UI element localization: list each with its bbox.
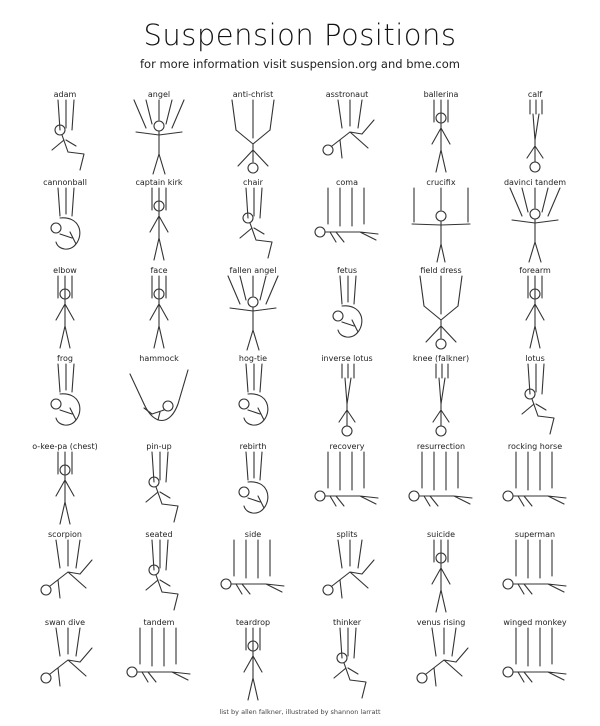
position-item	[488, 618, 582, 706]
position-item	[112, 442, 206, 530]
position-item	[394, 530, 488, 618]
position-item	[488, 354, 582, 442]
suspension-figure-icon	[500, 276, 570, 352]
position-item	[300, 354, 394, 442]
position-item	[18, 178, 112, 266]
position-item	[300, 178, 394, 266]
position-label: splits	[336, 530, 358, 539]
position-item	[18, 90, 112, 178]
suspension-figure-icon	[30, 628, 100, 704]
page-title: Suspension Positions	[143, 18, 457, 52]
suspension-figure-icon	[406, 188, 476, 264]
position-label: seated	[145, 530, 173, 539]
position-item	[18, 442, 112, 530]
position-item	[300, 90, 394, 178]
position-item	[394, 442, 488, 530]
suspension-figure-icon	[218, 364, 288, 440]
position-label: angel	[147, 90, 171, 99]
position-item	[394, 618, 488, 706]
position-item	[18, 530, 112, 618]
position-item	[112, 178, 206, 266]
suspension-figure-icon	[218, 188, 288, 264]
position-item	[300, 618, 394, 706]
position-item	[488, 442, 582, 530]
position-label: hammock	[139, 354, 179, 363]
position-item	[394, 354, 488, 442]
suspension-figure-icon	[312, 364, 382, 440]
suspension-figure-icon	[124, 540, 194, 616]
position-label: calf	[527, 90, 543, 99]
suspension-figure-icon	[312, 540, 382, 616]
position-label: captain kirk	[135, 178, 183, 187]
position-item	[394, 178, 488, 266]
position-label: rebirth	[239, 442, 267, 451]
position-label: o-kee-pa (chest)	[32, 442, 98, 451]
position-label: knee (falkner)	[412, 354, 470, 363]
suspension-figure-icon	[124, 276, 194, 352]
suspension-figure-icon	[406, 452, 476, 528]
suspension-figure-icon	[500, 100, 570, 176]
suspension-figure-icon	[30, 276, 100, 352]
position-label: field dress	[420, 266, 462, 275]
position-label: winged monkey	[503, 618, 567, 627]
position-label: chair	[243, 178, 263, 187]
position-label: ballerina	[423, 90, 459, 99]
position-item	[394, 266, 488, 354]
suspension-figure-icon	[500, 188, 570, 264]
position-label: recovery	[329, 442, 365, 451]
suspension-figure-icon	[312, 452, 382, 528]
position-label: rocking horse	[507, 442, 563, 451]
page-subtitle: for more information visit suspension.org and bme.com	[140, 57, 460, 71]
position-label: teardrop	[235, 618, 271, 627]
suspension-figure-icon	[406, 100, 476, 176]
position-label: scorpion	[47, 530, 82, 539]
suspension-figure-icon	[218, 276, 288, 352]
suspension-figure-icon	[218, 100, 288, 176]
position-item	[300, 530, 394, 618]
position-item	[488, 530, 582, 618]
suspension-figure-icon	[30, 540, 100, 616]
position-label: superman	[514, 530, 556, 539]
position-item	[300, 266, 394, 354]
suspension-figure-icon	[30, 100, 100, 176]
suspension-figure-icon	[30, 364, 100, 440]
illustration-credit: list by allen falkner, illustrated by shannon larratt	[219, 708, 381, 716]
suspension-figure-icon	[124, 188, 194, 264]
suspension-figure-icon	[124, 452, 194, 528]
position-label: fallen angel	[229, 266, 277, 275]
suspension-figure-icon	[30, 188, 100, 264]
suspension-figure-icon	[406, 276, 476, 352]
suspension-figure-icon	[312, 100, 382, 176]
position-item	[488, 90, 582, 178]
suspension-figure-icon	[312, 188, 382, 264]
position-item	[488, 178, 582, 266]
suspension-figure-icon	[406, 628, 476, 704]
position-label: frog	[57, 354, 73, 363]
position-item	[18, 266, 112, 354]
position-label: suicide	[426, 530, 456, 539]
position-item	[206, 442, 300, 530]
suspension-figure-icon	[124, 364, 194, 440]
position-label: fetus	[336, 266, 358, 275]
suspension-figure-icon	[500, 452, 570, 528]
position-label: asstronaut	[325, 90, 369, 99]
position-label: elbow	[53, 266, 77, 275]
position-label: face	[150, 266, 168, 275]
position-item	[300, 442, 394, 530]
position-item	[112, 90, 206, 178]
position-label: lotus	[525, 354, 545, 363]
suspension-figure-icon	[218, 628, 288, 704]
position-item	[206, 530, 300, 618]
position-item	[206, 90, 300, 178]
suspension-figure-icon	[406, 540, 476, 616]
position-label: davinci tandem	[503, 178, 567, 187]
suspension-figure-icon	[312, 628, 382, 704]
position-label: coma	[336, 178, 358, 187]
position-label: cannonball	[43, 178, 87, 187]
position-label: venus rising	[416, 618, 466, 627]
suspension-figure-icon	[124, 100, 194, 176]
position-label: tandem	[143, 618, 175, 627]
position-item	[206, 178, 300, 266]
position-item	[112, 354, 206, 442]
position-label: inverse lotus	[321, 354, 373, 363]
suspension-figure-icon	[124, 628, 194, 704]
suspension-figure-icon	[500, 364, 570, 440]
position-label: resurrection	[416, 442, 466, 451]
position-item	[112, 530, 206, 618]
position-label: pin-up	[146, 442, 172, 451]
suspension-figure-icon	[312, 276, 382, 352]
position-label: side	[244, 530, 262, 539]
position-item	[206, 618, 300, 706]
position-item	[394, 90, 488, 178]
suspension-figure-icon	[218, 452, 288, 528]
suspension-figure-icon	[500, 540, 570, 616]
position-item	[488, 266, 582, 354]
suspension-figure-icon	[30, 452, 100, 528]
suspension-figure-icon	[500, 628, 570, 704]
position-label: swan dive	[44, 618, 86, 627]
position-label: thinker	[332, 618, 362, 627]
position-label: anti-christ	[232, 90, 274, 99]
position-label: adam	[53, 90, 77, 99]
positions-grid	[18, 90, 582, 706]
position-label: forearm	[519, 266, 551, 275]
position-item	[18, 618, 112, 706]
position-label: crucifix	[426, 178, 456, 187]
suspension-figure-icon	[406, 364, 476, 440]
position-item	[112, 618, 206, 706]
position-item	[112, 266, 206, 354]
suspension-figure-icon	[218, 540, 288, 616]
position-item	[206, 266, 300, 354]
position-item	[206, 354, 300, 442]
position-label: hog-tie	[238, 354, 268, 363]
position-item	[18, 354, 112, 442]
